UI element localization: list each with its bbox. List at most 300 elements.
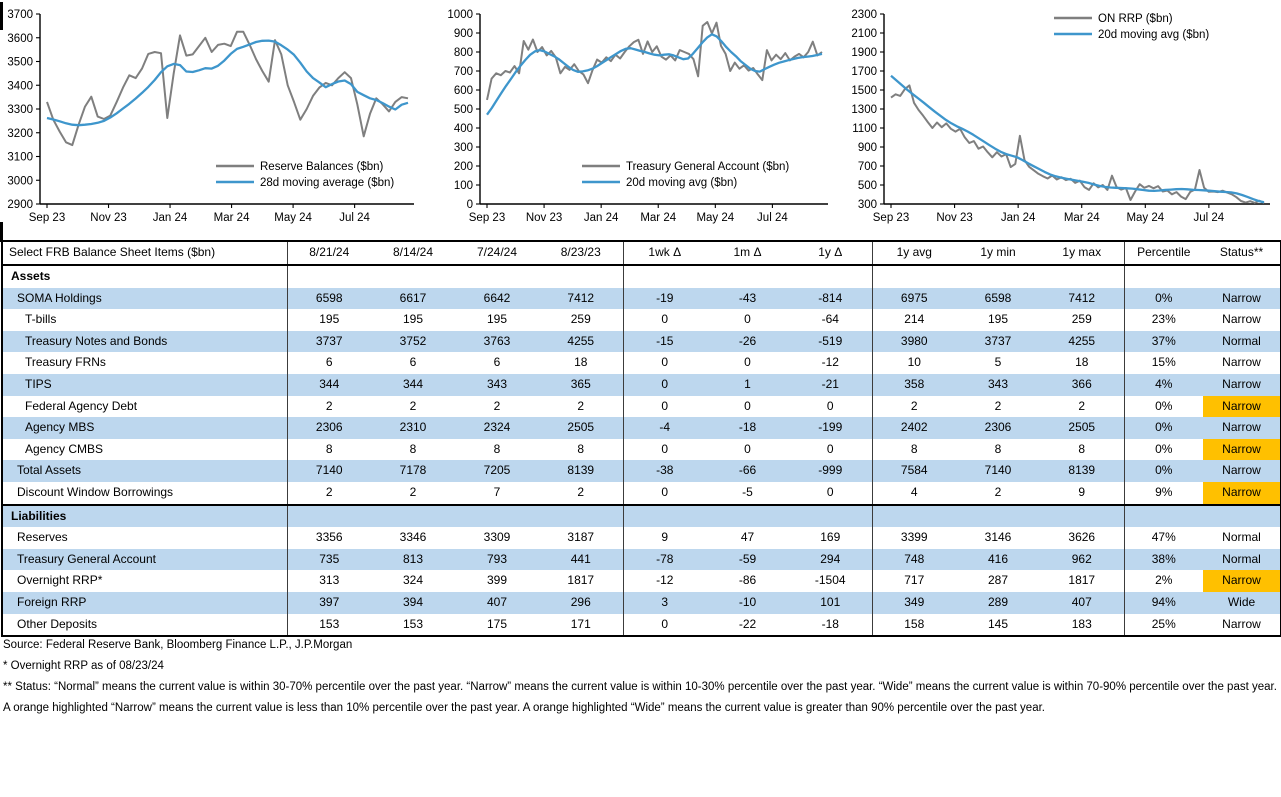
x-tick-label: Mar 24 <box>1063 212 1100 224</box>
row-label: Other Deposits <box>2 614 287 637</box>
x-tick-label: Mar 24 <box>213 212 250 224</box>
y-tick-label: 3200 <box>7 127 33 140</box>
value-cell: 0% <box>1155 398 1173 413</box>
x-tick-label: May 24 <box>1126 212 1165 224</box>
value-cell: 0 <box>661 441 669 456</box>
chart-1 <box>4 6 420 228</box>
value-cell: 3146 <box>984 530 1012 545</box>
row-label: Treasury FRNs <box>2 352 287 374</box>
row-label: Foreign RRP <box>2 592 287 614</box>
status-cell: Narrow <box>1222 616 1261 631</box>
value-cell: 296 <box>539 592 623 614</box>
series-line-1 <box>891 76 1264 203</box>
value-cell: 366 <box>1040 374 1124 396</box>
empty-cell <box>1040 265 1124 288</box>
value-cell: 289 <box>956 592 1040 614</box>
value-cell: 1817 <box>539 570 623 592</box>
value-cell: -21 <box>789 374 872 396</box>
table-row <box>2 374 1281 396</box>
x-tick-label: Sep 23 <box>468 212 506 224</box>
value-cell: 2 <box>539 396 623 418</box>
value-cell: 365 <box>539 374 623 396</box>
status-cell: Narrow <box>1203 396 1281 418</box>
x-tick-label: Mar 24 <box>640 212 677 224</box>
value-cell: 2 <box>325 398 333 413</box>
status-cell: Narrow <box>1203 460 1281 482</box>
y-tick-label: 1000 <box>447 9 473 21</box>
value-cell: 3737 <box>287 331 371 353</box>
value-cell: 0 <box>744 312 751 327</box>
column-header: 8/14/24 <box>371 241 455 265</box>
y-tick-label: 100 <box>453 180 473 192</box>
x-tick-label: May 24 <box>696 212 735 224</box>
empty-cell <box>956 505 1040 528</box>
value-cell: 6 <box>409 355 417 370</box>
status-cell: Narrow <box>1203 482 1281 505</box>
footer <box>3 635 1279 719</box>
value-cell: 8 <box>493 441 501 456</box>
y-tick-label: 600 <box>453 85 473 97</box>
value-cell: 313 <box>319 573 340 588</box>
value-cell: 813 <box>371 549 455 571</box>
value-cell: 2 <box>325 484 333 499</box>
value-cell: 2505 <box>1040 417 1124 439</box>
empty-cell <box>455 505 539 528</box>
empty-cell <box>1203 265 1281 288</box>
x-tick-label: Jan 24 <box>152 212 188 224</box>
value-cell: 9 <box>1040 482 1124 505</box>
value-cell: -18 <box>706 417 789 439</box>
value-cell: 4255 <box>539 331 623 353</box>
x-tick-label: Nov 23 <box>90 212 127 224</box>
empty-cell <box>623 505 706 528</box>
x-tick-label: Jul 24 <box>339 212 370 224</box>
row-label: SOMA Holdings <box>2 288 287 310</box>
empty-cell <box>1124 505 1203 528</box>
y-tick-label: 1700 <box>851 66 877 78</box>
status-cell: Narrow <box>1222 312 1261 327</box>
value-cell: 175 <box>486 616 508 631</box>
value-cell: 0 <box>661 616 669 631</box>
y-tick-label: 800 <box>453 47 473 59</box>
row-label: Agency CMBS <box>2 439 287 461</box>
value-cell: 7412 <box>1040 288 1124 310</box>
table-row <box>2 352 1281 374</box>
series-line-0 <box>891 85 1264 203</box>
value-cell: 169 <box>789 527 872 549</box>
value-cell: 3346 <box>399 530 427 545</box>
value-cell: 4255 <box>1040 331 1124 353</box>
value-cell: -519 <box>789 331 872 353</box>
value-cell: 2 <box>539 482 623 505</box>
value-cell: -15 <box>623 331 706 353</box>
column-header: 1y max <box>1040 241 1124 265</box>
x-tick-label: Jul 24 <box>1193 212 1225 224</box>
value-cell: -12 <box>656 573 674 588</box>
value-cell: 358 <box>872 374 956 396</box>
value-cell: 8139 <box>539 460 623 482</box>
value-cell: 3187 <box>539 527 623 549</box>
value-cell: 7178 <box>371 460 455 482</box>
source-note: Source: Federal Reserve Bank, Bloomberg Finance L.P., J.P.Morgan <box>3 639 353 651</box>
value-cell: 6598 <box>956 288 1040 310</box>
value-cell: 0% <box>1124 288 1203 310</box>
value-cell: 294 <box>789 549 872 571</box>
empty-cell <box>956 265 1040 288</box>
status-cell: Normal <box>1203 549 1281 571</box>
value-cell: 3309 <box>483 530 511 545</box>
value-cell: -78 <box>623 549 706 571</box>
table-row <box>2 309 1281 331</box>
value-cell: 47 <box>740 530 755 545</box>
value-cell: 344 <box>287 374 371 396</box>
value-cell: 8139 <box>1040 460 1124 482</box>
y-tick-label: 3700 <box>7 9 33 21</box>
value-cell: 8 <box>409 441 417 456</box>
charts-row <box>0 0 1281 238</box>
value-cell: 171 <box>539 614 623 637</box>
column-header: 7/24/24 <box>455 241 539 265</box>
value-cell: 94% <box>1124 592 1203 614</box>
value-cell: 2306 <box>956 417 1040 439</box>
table-row <box>2 460 1281 482</box>
value-cell: 8 <box>325 441 333 456</box>
column-header: Percentile <box>1124 241 1203 265</box>
y-tick-label: 300 <box>453 142 473 154</box>
value-cell: 7 <box>493 484 501 499</box>
value-cell: 7140 <box>956 460 1040 482</box>
value-cell: 195 <box>987 312 1009 327</box>
value-cell: 2 <box>1040 396 1124 418</box>
y-tick-label: 700 <box>857 161 877 173</box>
empty-cell <box>539 505 623 528</box>
value-cell: -814 <box>789 288 872 310</box>
value-cell: -199 <box>789 417 872 439</box>
column-header: 1wk Δ <box>623 241 706 265</box>
value-cell: 195 <box>402 312 424 327</box>
value-cell: 3 <box>623 592 706 614</box>
x-tick-label: Jan 24 <box>583 212 619 224</box>
y-tick-label: 500 <box>453 104 473 116</box>
row-label: Agency MBS <box>2 417 287 439</box>
x-tick-label: Nov 23 <box>525 212 563 224</box>
empty-cell <box>789 265 872 288</box>
value-cell: 158 <box>904 616 925 631</box>
x-tick-label: May 24 <box>274 212 312 224</box>
value-cell: 407 <box>1040 592 1124 614</box>
value-cell: -1504 <box>789 570 872 592</box>
value-cell: 2 <box>994 484 1002 499</box>
value-cell: 0 <box>661 355 669 370</box>
value-cell: 2 <box>910 398 918 413</box>
y-tick-label: 500 <box>857 180 877 192</box>
row-label: Federal Agency Debt <box>2 396 287 418</box>
value-cell: -22 <box>738 616 757 631</box>
table-row <box>2 439 1281 461</box>
value-cell: 214 <box>904 312 925 327</box>
value-cell: 962 <box>1040 549 1124 571</box>
value-cell: 18 <box>1040 352 1124 374</box>
value-cell: 748 <box>872 549 956 571</box>
value-cell: 2 <box>409 484 417 499</box>
value-cell: 3980 <box>872 331 956 353</box>
footnote-overnight-rrp: * Overnight RRP as of 08/23/24 <box>3 660 164 672</box>
value-cell: 153 <box>319 616 340 631</box>
empty-cell <box>455 265 539 288</box>
value-cell: 2402 <box>872 417 956 439</box>
value-cell: 195 <box>486 312 508 327</box>
value-cell: -999 <box>789 460 872 482</box>
status-cell: Narrow <box>1203 570 1281 592</box>
legend-label-0: Reserve Balances ($bn) <box>260 161 384 173</box>
value-cell: 3626 <box>1040 527 1124 549</box>
value-cell: 195 <box>319 312 340 327</box>
value-cell: -43 <box>706 288 789 310</box>
value-cell: -86 <box>738 573 757 588</box>
table-row <box>2 614 1281 637</box>
value-cell: 3752 <box>371 331 455 353</box>
value-cell: 9% <box>1155 484 1173 499</box>
value-cell: 9 <box>661 530 669 545</box>
empty-cell <box>789 505 872 528</box>
value-cell: -26 <box>706 331 789 353</box>
section-row <box>2 265 1281 288</box>
row-label: T-bills <box>2 309 287 331</box>
section-row <box>2 505 1281 528</box>
value-cell: -19 <box>623 288 706 310</box>
y-tick-label: 700 <box>453 66 473 78</box>
legend-label-0: ON RRP ($bn) <box>1098 13 1173 25</box>
value-cell: 6598 <box>287 288 371 310</box>
column-header: Status** <box>1203 241 1281 265</box>
value-cell: -5 <box>742 484 753 499</box>
value-cell: 4 <box>910 484 918 499</box>
series-line-1 <box>487 34 822 114</box>
value-cell: 0 <box>789 482 872 505</box>
value-cell: 0 <box>789 439 872 461</box>
value-cell: 101 <box>789 592 872 614</box>
balance-sheet-table <box>1 240 1281 637</box>
value-cell: 793 <box>455 549 539 571</box>
table-row <box>2 396 1281 418</box>
status-cell: Narrow <box>1203 439 1281 461</box>
column-header: 1y avg <box>872 241 956 265</box>
y-tick-label: 2900 <box>7 199 33 211</box>
x-tick-label: Nov 23 <box>936 212 973 224</box>
value-cell: 0 <box>744 355 751 370</box>
status-cell: Narrow <box>1203 288 1281 310</box>
value-cell: 0% <box>1124 460 1203 482</box>
empty-cell <box>623 265 706 288</box>
status-cell: Wide <box>1203 592 1281 614</box>
value-cell: 259 <box>539 309 623 331</box>
value-cell: 0 <box>661 484 669 499</box>
table-row <box>2 549 1281 571</box>
row-label: Treasury Notes and Bonds <box>2 331 287 353</box>
value-cell: 394 <box>371 592 455 614</box>
table-row <box>2 592 1281 614</box>
value-cell: -38 <box>623 460 706 482</box>
value-cell: 344 <box>371 374 455 396</box>
chart-2 <box>434 6 834 228</box>
column-header: 8/21/24 <box>287 241 371 265</box>
value-cell: 2505 <box>539 417 623 439</box>
value-cell: 2% <box>1155 573 1173 588</box>
row-label: Discount Window Borrowings <box>2 482 287 505</box>
status-cell: Normal <box>1203 331 1281 353</box>
y-tick-label: 1300 <box>851 104 877 116</box>
value-cell: 7140 <box>287 460 371 482</box>
value-cell: 397 <box>287 592 371 614</box>
value-cell: 0 <box>789 396 872 418</box>
y-tick-label: 2100 <box>851 28 877 40</box>
value-cell: 145 <box>987 616 1009 631</box>
value-cell: 47% <box>1151 530 1176 545</box>
value-cell: 7412 <box>539 288 623 310</box>
value-cell: 183 <box>1040 614 1124 637</box>
value-cell: 2 <box>409 398 417 413</box>
value-cell: 2 <box>493 398 501 413</box>
y-tick-label: 200 <box>453 161 473 173</box>
legend-label-1: 20d moving avg ($bn) <box>626 177 738 189</box>
table-row <box>2 527 1281 549</box>
table-row <box>2 482 1281 505</box>
y-tick-label: 3100 <box>7 151 33 164</box>
value-cell: 8 <box>910 441 918 456</box>
y-tick-label: 3000 <box>7 175 33 188</box>
value-cell: -18 <box>789 614 872 637</box>
value-cell: 10 <box>907 355 921 370</box>
y-tick-label: 1100 <box>852 123 877 135</box>
value-cell: 349 <box>872 592 956 614</box>
value-cell: 0 <box>661 398 669 413</box>
value-cell: 0 <box>744 441 751 456</box>
value-cell: 38% <box>1124 549 1203 571</box>
value-cell: 25% <box>1151 616 1176 631</box>
y-tick-label: 300 <box>857 199 877 211</box>
value-cell: 1 <box>706 374 789 396</box>
legend-label-1: 28d moving average ($bn) <box>260 177 395 189</box>
y-tick-label: 2300 <box>851 9 877 21</box>
value-cell: 23% <box>1151 312 1176 327</box>
row-label: Assets <box>2 265 287 288</box>
value-cell: 6617 <box>371 288 455 310</box>
value-cell: -59 <box>706 549 789 571</box>
empty-cell <box>1124 265 1203 288</box>
value-cell: 6975 <box>872 288 956 310</box>
value-cell: 399 <box>486 573 508 588</box>
value-cell: 2310 <box>371 417 455 439</box>
value-cell: 324 <box>402 573 424 588</box>
value-cell: 3399 <box>900 530 928 545</box>
empty-cell <box>706 505 789 528</box>
empty-cell <box>287 265 371 288</box>
value-cell: 5 <box>994 355 1002 370</box>
legend-label-0: Treasury General Account ($bn) <box>626 161 790 173</box>
value-cell: 0 <box>744 398 751 413</box>
empty-cell <box>1040 505 1124 528</box>
empty-cell <box>371 265 455 288</box>
row-label: Treasury General Account <box>2 549 287 571</box>
table-row <box>2 417 1281 439</box>
value-cell: -66 <box>706 460 789 482</box>
value-cell: 259 <box>1040 309 1124 331</box>
table-title-cell: Select FRB Balance Sheet Items ($bn) <box>2 241 287 265</box>
value-cell: 6642 <box>455 288 539 310</box>
row-label: Overnight RRP* <box>2 570 287 592</box>
value-cell: 0% <box>1124 417 1203 439</box>
value-cell: -4 <box>623 417 706 439</box>
row-label: Liabilities <box>2 505 287 528</box>
value-cell: 1817 <box>1040 570 1124 592</box>
empty-cell <box>1203 505 1281 528</box>
value-cell: -10 <box>706 592 789 614</box>
value-cell: 0 <box>661 312 669 327</box>
empty-cell <box>872 505 956 528</box>
y-tick-label: 900 <box>857 142 877 154</box>
value-cell: 441 <box>539 549 623 571</box>
column-header: 1m Δ <box>706 241 789 265</box>
footnote-status-definition: ** Status: “Normal” means the current value is within 30-70% percentile over the past year. “Narrow” means the current value is within 10-30% percentile over the past year. “Wide” means the current value is within 70-90% percentile over the past year. A orange highlighted “Narrow” means the current value is less than 10% percentile over the past year. A orange highlighted “Wide” means the current value is greater than 90% percentile over the past year. <box>3 681 1277 714</box>
value-cell: 0 <box>623 374 706 396</box>
row-label: Reserves <box>2 527 287 549</box>
value-cell: 2 <box>994 398 1002 413</box>
value-cell: 717 <box>904 573 925 588</box>
value-cell: -64 <box>789 309 872 331</box>
status-cell: Normal <box>1222 530 1261 545</box>
value-cell: 3737 <box>956 331 1040 353</box>
value-cell: 7584 <box>872 460 956 482</box>
value-cell: 343 <box>455 374 539 396</box>
y-tick-label: 1900 <box>851 47 877 59</box>
empty-cell <box>539 265 623 288</box>
value-cell: 735 <box>287 549 371 571</box>
value-cell: 3763 <box>455 331 539 353</box>
status-cell: Narrow <box>1203 374 1281 396</box>
status-cell: Narrow <box>1203 417 1281 439</box>
value-cell: 153 <box>402 616 424 631</box>
value-cell: 37% <box>1124 331 1203 353</box>
value-cell: 8 <box>994 441 1002 456</box>
value-cell: 2306 <box>287 417 371 439</box>
series-line-0 <box>487 22 822 100</box>
legend-label-1: 20d moving avg ($bn) <box>1098 29 1210 41</box>
y-tick-label: 1500 <box>851 85 877 97</box>
value-cell: 18 <box>539 352 623 374</box>
value-cell: 416 <box>956 549 1040 571</box>
column-header: 8/23/23 <box>539 241 623 265</box>
empty-cell <box>287 505 371 528</box>
row-label: Total Assets <box>2 460 287 482</box>
empty-cell <box>872 265 956 288</box>
y-tick-label: 3400 <box>7 80 33 93</box>
x-tick-label: Sep 23 <box>872 212 910 224</box>
x-tick-label: Jul 24 <box>757 212 788 224</box>
value-cell: 8 <box>539 439 623 461</box>
column-header: 1y Δ <box>789 241 872 265</box>
value-cell: -12 <box>789 352 872 374</box>
value-cell: 343 <box>956 374 1040 396</box>
y-tick-label: 400 <box>453 123 473 135</box>
table-row <box>2 331 1281 353</box>
chart-3 <box>846 6 1276 228</box>
table-row <box>2 570 1281 592</box>
y-tick-label: 3300 <box>7 104 33 116</box>
value-cell: 4% <box>1124 374 1203 396</box>
value-cell: 0% <box>1155 441 1173 456</box>
y-tick-label: 3600 <box>7 32 33 45</box>
x-tick-label: Sep 23 <box>28 212 66 224</box>
